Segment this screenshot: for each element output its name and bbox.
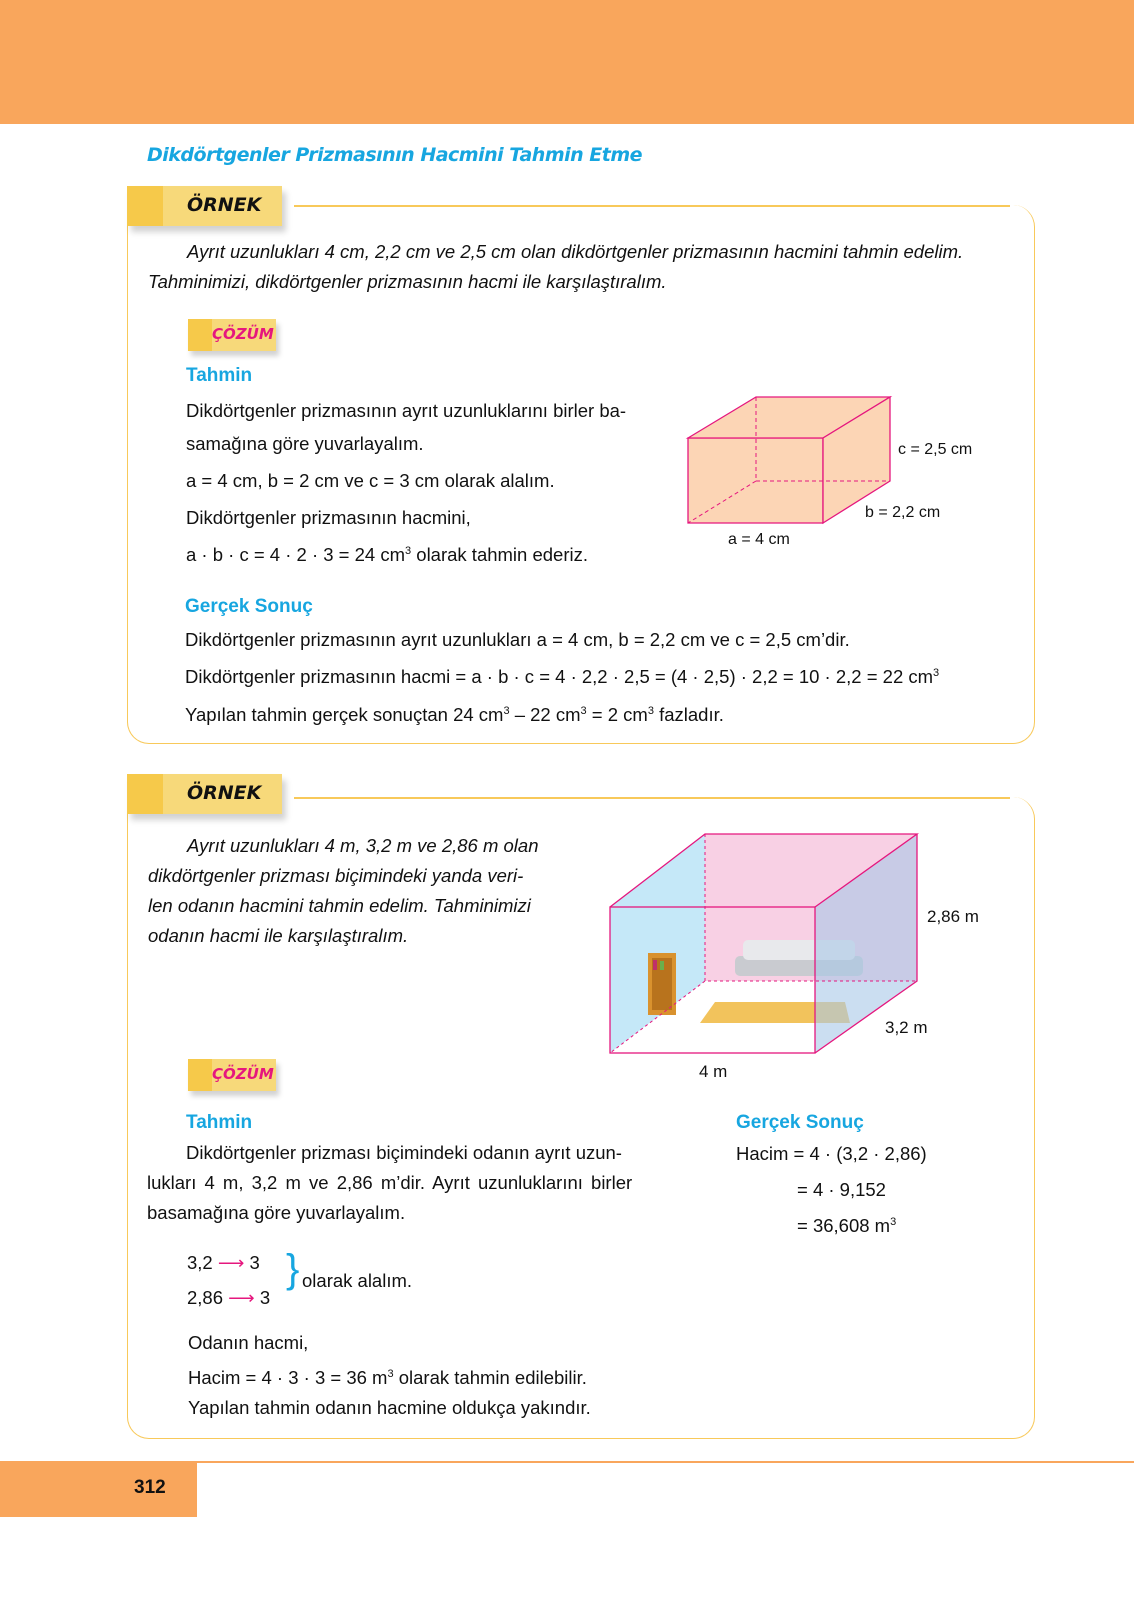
arrow-right-icon: ⟶ [217,1252,245,1273]
label-width: 4 m [699,1062,728,1081]
prompt-line: Ayrıt uzunlukları 4 cm, 2,2 cm ve 2,5 cm olan dikdörtgenler prizmasının hacmini tahmin edelim. [187,241,964,262]
page-number-box [0,1462,197,1517]
text-line: Hacim = 4 · 3 · 3 = 36 $m^3$ olarak tahmin edilebilir. [188,1367,587,1388]
bookshelf-icon [648,953,676,1015]
divider [294,797,1010,799]
example-tab: ÖRNEK [127,774,282,814]
result-heading: Gerçek Sonuç [736,1112,864,1133]
prompt-line: odanın hacmi ile karşılaştıralım. [148,925,409,946]
text-line: Yapılan tahmin gerçek sonuçtan 24 $cm^3 - 22$ $cm^3 = 2$ $cm^3$ fazladır. [185,704,724,725]
text-line: Hacim = 4 · (3,2 · 2,86) [736,1143,927,1164]
text-line: a = 4 cm, b = 2 cm ve c = 3 cm olarak alalım. [186,470,555,491]
prompt-line: len odanın hacmini tahmin edelim. Tahminimizi [148,895,531,916]
text-line: Yapılan tahmin odanın hacmine oldukça yakındır. [188,1397,591,1418]
header-band [0,0,1134,124]
label-depth: 3,2 m [885,1018,928,1037]
text-line: = 4 · 9,152 [797,1179,886,1200]
text-line: Dikdörtgenler prizmasının ayrıt uzunluklarını birler ba- [186,400,627,421]
text-line: Dikdörtgenler prizmasının hacmi = a · b · c = 4 · 2,2 · 2,5 = (4 · 2,5) · 2,2 = 10 · 2,2 = 22 $cm^3$ [185,666,940,687]
solution-tab: ÇÖZÜM [188,319,276,351]
page-number: 312 [134,1477,166,1498]
text-line: Dikdörtgenler prizması biçimindeki odanın ayrıt uzun- [186,1142,622,1163]
arrow-right-icon: ⟶ [228,1287,255,1308]
prompt-line: Tahminimizi, dikdörtgenler prizmasının hacmi ile karşılaştıralım. [148,271,667,292]
rounding-row: 2,86 ⟶ 3 [187,1287,271,1308]
text-line: Dikdörtgenler prizmasının ayrıt uzunlukları a = 4 cm, b = 2,2 cm ve c = 2,5 cm’dir. [185,629,850,650]
estimate-heading: Tahmin [186,365,253,386]
text-line: lukları 4 m, 3,2 m ve 2,86 m’dir. Ayrıt uzunluklarını birler [147,1172,633,1193]
rounding-row: 3,2 ⟶ 3 [187,1252,260,1273]
text-line: samağına göre yuvarlayalım. [186,433,424,454]
section-title: Dikdörtgenler Prizmasının Hacmini Tahmin Etme [147,144,643,166]
text-line: Dikdörtgenler prizmasının hacmini, [186,507,471,528]
divider [294,205,1010,207]
solution-tab: ÇÖZÜM [188,1059,276,1091]
label-a: a = 4 cm [728,531,790,548]
text-line: olarak alalım. [302,1270,413,1291]
text-line: = 36,608 $m^3$ [797,1215,897,1236]
text-line: basamağına göre yuvarlayalım. [147,1202,406,1223]
text-line: a · b · c = 4 · 2 · 3 = 24 $cm^3$ olarak tahmin ederiz. [186,544,589,565]
example-tab: ÖRNEK [127,186,282,226]
label-b: b = 2,2 cm [865,504,941,521]
result-heading: Gerçek Sonuç [185,596,313,617]
brace-icon: } [286,1247,300,1291]
label-c: c = 2,5 cm [898,441,973,458]
room-diagram [605,828,925,1058]
estimate-heading: Tahmin [186,1112,253,1133]
label-height: 2,86 m [927,907,979,926]
prompt-line: dikdörtgenler prizması biçimindeki yanda veri- [148,865,524,886]
prompt-line: Ayrıt uzunlukları 4 m, 3,2 m ve 2,86 m olan [187,835,539,856]
text-line: Odanın hacmi, [188,1332,309,1353]
